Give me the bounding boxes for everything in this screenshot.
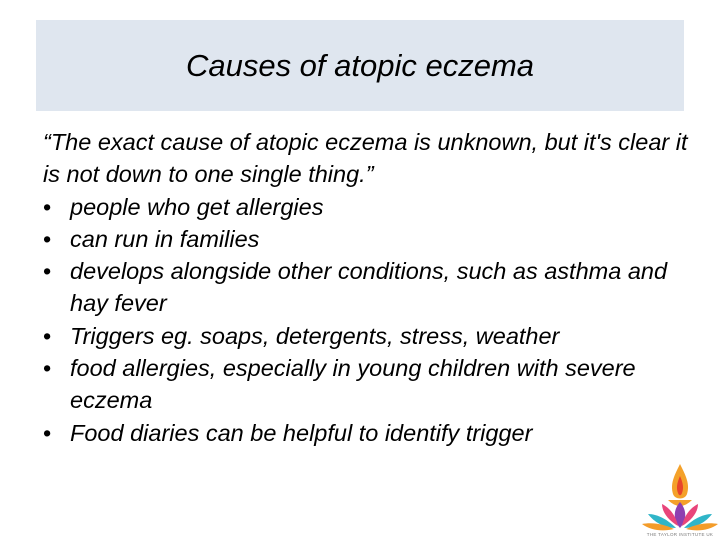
bullet-marker: •	[43, 355, 52, 382]
bullet-marker: •	[43, 193, 52, 220]
logo-caption: THE TAYLOR INSTITUTE UK	[646, 532, 714, 537]
list-item	[43, 191, 693, 223]
bullet-text: food allergies, especially in young children with severe eczema	[70, 355, 636, 414]
list-item	[43, 223, 693, 255]
list-item	[43, 417, 693, 449]
slide-body	[43, 126, 693, 449]
bullet-marker: •	[43, 322, 52, 349]
intro-quote: “The exact cause of atopic eczema is unknown, but it's clear it is not down to one single thing.”	[43, 129, 688, 188]
bullet-text: Food diaries can be helpful to identify trigger	[70, 419, 533, 446]
bullet-marker: •	[43, 258, 52, 285]
lamp-lotus-logo	[640, 462, 720, 540]
bullet-text: develops alongside other conditions, such as asthma and hay fever	[70, 258, 668, 317]
bullet-text: Triggers eg. soaps, detergents, stress, weather	[70, 322, 560, 349]
list-item	[43, 352, 693, 417]
bullet-list	[43, 191, 693, 449]
bullet-marker: •	[43, 225, 52, 252]
title-banner	[36, 20, 684, 111]
list-item	[43, 320, 693, 352]
list-item	[43, 255, 693, 320]
lamp-lotus-icon	[640, 462, 720, 532]
slide-title: Causes of atopic eczema	[185, 47, 535, 83]
bullet-text: can run in families	[70, 225, 260, 252]
bullet-marker: •	[43, 419, 52, 446]
bullet-text: people who get allergies	[70, 193, 324, 220]
